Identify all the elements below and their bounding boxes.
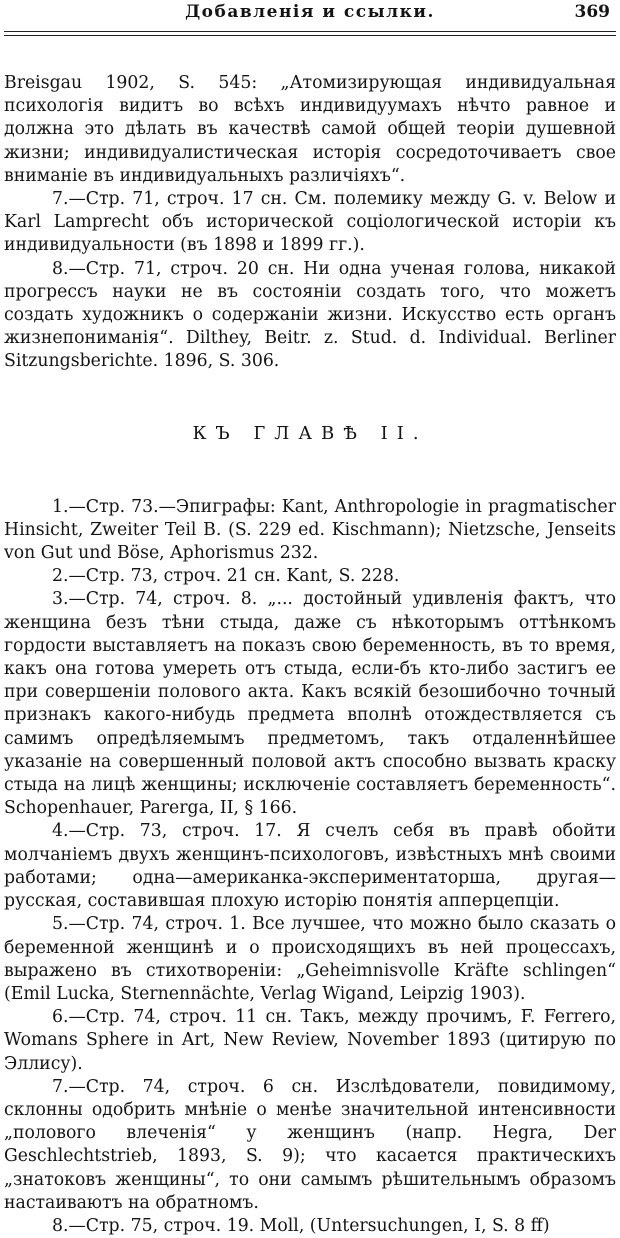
running-title: Добавленія и ссылки. [185,2,435,22]
note-8: 8.—Стр. 71, строч. 20 сн. Ни одна ученая голова, никакой прогрессъ науки не въ состояніи создать того, что можетъ создать художникъ о содержаніи жизни. Искусство есть органъ жизнепониманія“. Dilthey, Beitr. z. Stud. d. Individual. Berliner Sitzungsberichte. 1896, S. 306. [4,258,616,372]
chapter-note-7: 7.—Стр. 74, строч. 6 сн. Изслѣдователи, повидимому, склонны одобрить мнѣніе о менѣе значительной интенсивности „полового влеченія“ у женщинъ (напр. Hegra, Der Geschlechtstrieb, 1893, S. 9); что касается практическихъ „знатоковъ женщины“, то они самымъ рѣшительнымъ образомъ настаиваютъ на обратномъ. [4,1076,616,1213]
page-number: 369 [574,2,610,22]
chapter-note-5: 5.—Стр. 74, строч. 1. Все лучшее, что можно было сказать о беременной женщинѣ и о происходящихъ въ ней процессахъ, выражено въ стихотвореніи: „Geheimnisvolle Kräfte schlingen“ (Emil Lucka, Sternennächte, Verlag Wigand, Leipzig 1903). [4,914,616,1004]
chapter-note-8: 8.—Стр. 75, строч. 19. Moll, (Untersuchungen, I, S. 8 ff) [52,1215,550,1236]
header-rule-top [4,31,616,32]
note-7: 7.—Стр. 71, строч. 17 сн. См. полемику между G. v. Below и Karl Lamprecht объ исторической соціологической исторіи къ индивидуальности (въ 1898 и 1899 гг.). [4,189,616,256]
paragraph-continuation: Breisgau 1902, S. 545: „Атомизирующая индивидуальная психологія видитъ во всѣхъ индивидуумахъ нѣчто равное и должна это дѣлать въ качествѣ самой общей теоріи душевной жизни; индивидуалистическая исторія сосредоточиваетъ свое вниманіе въ индивидуальныхъ различіяхъ“. [4,73,616,186]
chapter-note-2: 2.—Стр. 73, строч. 21 сн. Kant, S. 228. [52,566,400,587]
chapter-note-6: 6.—Стр. 74, строч. 11 сн. Такъ, между прочимъ, F. Ferrero, Womans Sphere in Art, New Review, November 1893 (цитирую по Эллису). [4,1007,616,1074]
chapter-heading: КЪ ГЛАВѢ II. [192,422,428,444]
chapter-note-4: 4.—Стр. 73, строч. 17. Я счелъ себя въ правѣ обойти молчаніемъ двухъ женщинъ-психологовъ, извѣстныхъ мнѣ своими работами; одна—американка-экспериментаторша, другая—русская, составившая плохую исторію понятія апперцепціи. [4,821,616,912]
header-rule-bottom [4,35,616,36]
chapter-note-1: 1.—Стр. 73.—Эпиграфы: Kant, Anthropologie in pragmatischer Hinsicht, Zweiter Teil B. (S. 229 ed. Kischmann); Nietzsche, Jenseits von Gut und Böse, Aphorismus 232. [4,496,616,564]
chapter-note-3: 3.—Стр. 74, строч. 8. „... достойный удивленія фактъ, что женщина безъ тѣни стыда, даже съ нѣкоторымъ оттѣнкомъ гордости выставляетъ на показъ свою беременность, въ то время, какъ она готова умереть отъ стыда, если-бъ кто-либо застигъ ее при совершеніи полового акта. Какъ всякій безошибочно точный признакъ какого-нибудь предмета вполнѣ отождествляется съ самимъ опредѣляемымъ предметомъ, такъ отдаленнѣйшее указаніе на совершенный половой актъ способно вызвать краску стыда на лицѣ женщины; исключеніе составляетъ беременность“. Schopenhauer, Parerga, II, § 166. [4,589,616,819]
page-body [4,72,616,1238]
page-header [4,2,616,24]
